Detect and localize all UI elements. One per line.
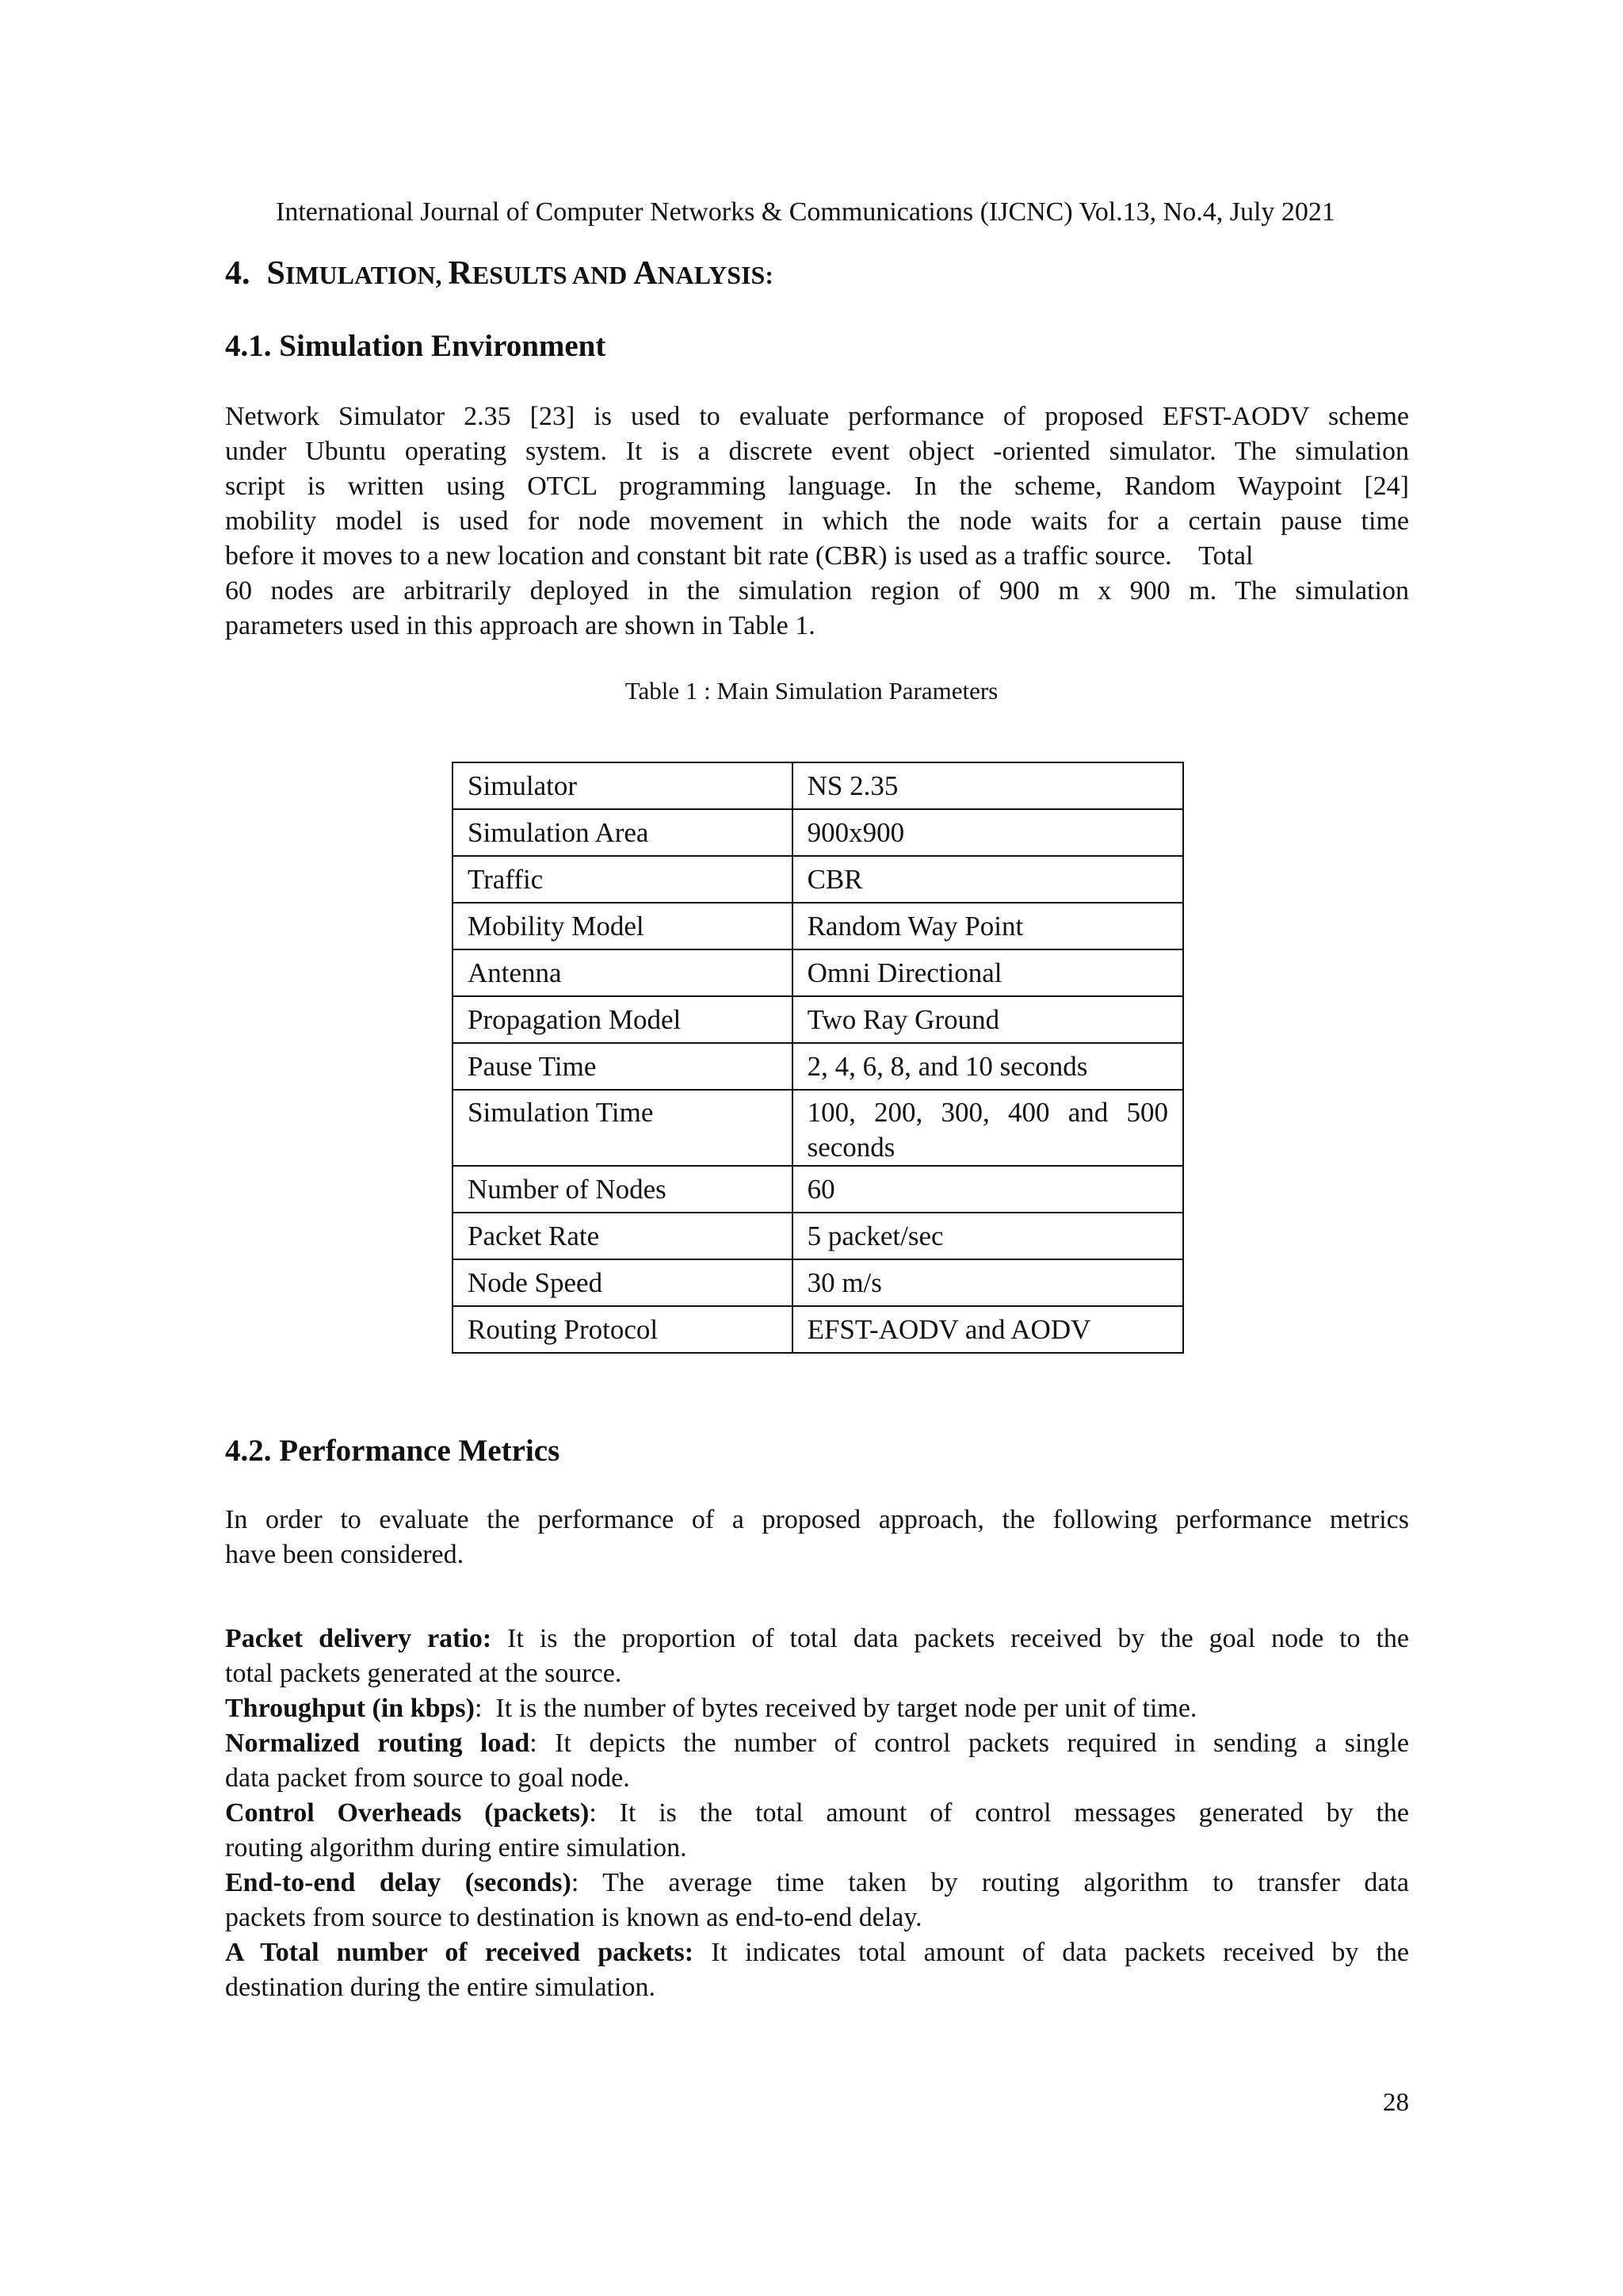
param-value: CBR	[792, 856, 1183, 903]
param-name: Antenna	[453, 949, 792, 996]
param-name: Node Speed	[453, 1259, 792, 1306]
metric-definition-continued: routing algorithm during entire simulation.	[225, 1833, 687, 1862]
metric-definition-continued: destination during the entire simulation.	[225, 1973, 655, 2002]
param-value: 60	[792, 1166, 1183, 1213]
table-row	[453, 949, 1183, 996]
param-name: Traffic	[453, 856, 792, 903]
simulation-parameters-table	[452, 762, 1184, 1354]
metric-term: Throughput (in kbps)	[225, 1694, 475, 1723]
param-value: Omni Directional	[792, 949, 1183, 996]
table-row	[453, 996, 1183, 1043]
table-row	[453, 1213, 1183, 1259]
metric-term: A Total number of received packets:	[225, 1938, 694, 1967]
param-value: 5 packet/sec	[792, 1213, 1183, 1259]
metric-normalized-routing-load	[225, 1726, 1409, 1761]
metric-definition-continued: total packets generated at the source.	[225, 1659, 622, 1688]
table-row	[453, 1166, 1183, 1213]
param-value: 30 m/s	[792, 1259, 1183, 1306]
metric-definition: : The average time taken by routing algorithm to transfer data	[571, 1868, 1409, 1897]
section-title-part: S	[266, 255, 285, 292]
metric-definition-continued: packets from source to destination is known as end-to-end delay.	[225, 1903, 922, 1932]
param-value-line: 100, 200, 300, 400 and 500	[807, 1097, 1168, 1128]
param-name: Simulator	[453, 762, 792, 809]
metric-definition: : It is the number of bytes received by target node per unit of time.	[474, 1694, 1197, 1723]
metric-term: Normalized routing load	[225, 1729, 530, 1758]
journal-header: International Journal of Computer Networks & Communications (IJCNC) Vol.13, No.4, July 2021	[276, 197, 1335, 227]
section-title-part: A	[633, 255, 658, 292]
param-value: Two Ray Ground	[792, 996, 1183, 1043]
param-name: Mobility Model	[453, 903, 792, 949]
paragraph-line: under Ubuntu operating system. It is a discrete event object -oriented simulator. The simulation	[225, 437, 1409, 466]
section-heading	[225, 252, 773, 296]
table-row	[453, 1259, 1183, 1306]
metric-definition: : It depicts the number of control packets required in sending a single	[529, 1729, 1409, 1758]
param-name: Number of Nodes	[453, 1166, 792, 1213]
param-value: EFST-AODV and AODV	[792, 1306, 1183, 1353]
table-row	[453, 856, 1183, 903]
param-name: Packet Rate	[453, 1213, 792, 1259]
metric-packet-delivery-ratio	[225, 1622, 1409, 1656]
param-value: Random Way Point	[792, 903, 1183, 949]
param-value: 900x900	[792, 809, 1183, 856]
paragraph-line: mobility model is used for node movement in which the node waits for a certain pause time	[225, 506, 1409, 536]
param-value-line: seconds	[807, 1132, 896, 1163]
section-title-part: R	[448, 255, 472, 292]
paragraph-line: In order to evaluate the performance of a proposed approach, the following performance metrics	[225, 1505, 1409, 1534]
paragraph-line: Network Simulator 2.35 [23] is used to evaluate performance of proposed EFST-AODV scheme	[225, 402, 1409, 431]
page-number: 28	[1383, 2088, 1409, 2117]
param-value: 2, 4, 6, 8, and 10 seconds	[792, 1043, 1183, 1090]
paragraph-line: have been considered.	[225, 1540, 464, 1569]
table-row	[453, 762, 1183, 809]
table-row	[453, 1090, 1183, 1166]
paragraph-line: script is written using OTCL programming language. In the scheme, Random Waypoint [24]	[225, 472, 1409, 501]
metric-definition-continued: data packet from source to goal node.	[225, 1763, 630, 1793]
param-name: Simulation Area	[453, 809, 792, 856]
metric-definition: : It is the total amount of control messages generated by the	[589, 1798, 1409, 1828]
section-number: 4.	[225, 255, 250, 292]
metric-control-overheads	[225, 1796, 1409, 1831]
metric-term: Control Overheads (packets)	[225, 1798, 590, 1828]
section-title-part: IMULATION,	[285, 261, 449, 289]
performance-metrics-intro	[225, 1503, 1409, 1572]
paragraph-line: 60 nodes are arbitrarily deployed in the simulation region of 900 m x 900 m. The simulation	[225, 576, 1409, 606]
subsection-heading-simulation-environment: 4.1. Simulation Environment	[225, 329, 606, 363]
metric-definition: It indicates total amount of data packets received by the	[693, 1938, 1410, 1967]
table-row	[453, 1043, 1183, 1090]
param-value: NS 2.35	[792, 762, 1183, 809]
metric-term: End-to-end delay (seconds)	[225, 1868, 571, 1897]
table-row	[453, 903, 1183, 949]
paragraph-line: parameters used in this approach are shown in Table 1.	[225, 611, 815, 640]
metric-throughput	[225, 1691, 1409, 1726]
paragraph-line: before it moves to a new location and constant bit rate (CBR) is used as a traffic source. Total	[225, 541, 1254, 571]
param-name: Propagation Model	[453, 996, 792, 1043]
param-value	[792, 1090, 1183, 1166]
param-name: Simulation Time	[453, 1090, 792, 1166]
performance-metrics-list	[225, 1622, 1409, 2005]
table-row	[453, 809, 1183, 856]
metric-total-received-packets	[225, 1935, 1409, 1970]
param-name: Routing Protocol	[453, 1306, 792, 1353]
simulation-environment-paragraph	[225, 399, 1409, 644]
table-caption: Table 1 : Main Simulation Parameters	[624, 677, 999, 705]
section-title-part: ESULTS AND	[472, 261, 634, 289]
metric-end-to-end-delay	[225, 1866, 1409, 1901]
subsection-heading-performance-metrics: 4.2. Performance Metrics	[225, 1434, 560, 1468]
param-name: Pause Time	[453, 1043, 792, 1090]
table-row	[453, 1306, 1183, 1353]
section-title-part: NALYSIS:	[657, 261, 773, 289]
metric-term: Packet delivery ratio:	[225, 1624, 492, 1653]
metric-definition: It is the proportion of total data packets received by the goal node to the	[491, 1624, 1410, 1653]
